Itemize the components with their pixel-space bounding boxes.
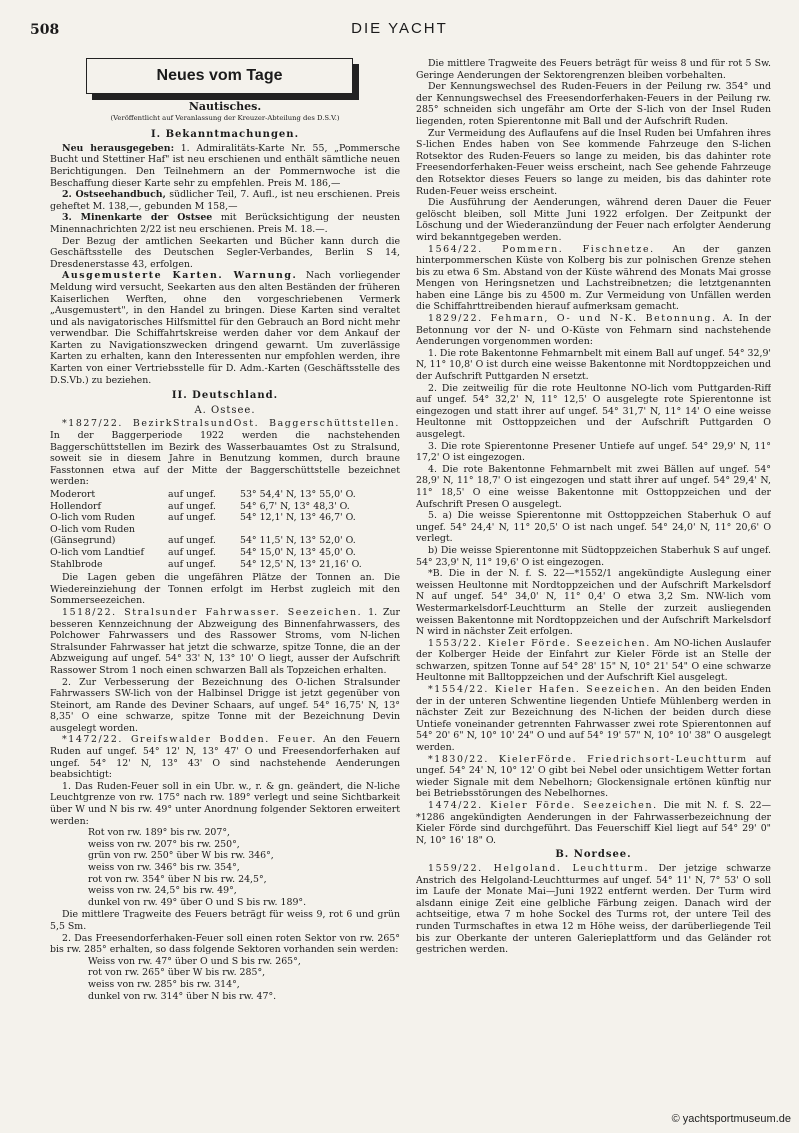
paragraph: Die mittlere Tragweite des Feuers beträgt für weiss 8 und für rot 5 Sw. Geringe Aenderungen der Sektorengrenzen bleiben vorbehalten. xyxy=(416,58,771,81)
sector-item: grün von rw. 250° über W bis rw. 346°, xyxy=(88,850,274,862)
paragraph-text: Nach vorliegender Meldung wird versucht, Seekarten aus den alten Beständen der früheren Kaiserlichen Werften, ohne den vorgeschriebenen Vermerk „Ausgemustert", in den Handel zu bringen. Diese Karten sind veraltet und als navigatorisches Hilfsmittel für den Gebrauch an Bord nicht mehr verwendbar. Die Schiffahrtskreise werden daher vor dem Ankauf der Karten zu Navigationszwecken dringend gewarnt. Um zuverlässige Karten zu erhalten, kann den Interessenten nur empfohlen werden, ihre Karten von einer Vertriebsstelle für D. Adm.-Karten (Geschäftsstelle des D.S.Vb.) zu beziehen. xyxy=(50,270,400,386)
location-name: Moderort xyxy=(50,489,96,500)
left-column xyxy=(50,58,400,1105)
watermark-text: © yachtsportmuseum.de xyxy=(671,1113,791,1125)
sector-item: Rot von rw. 189° bis rw. 207°, xyxy=(88,827,231,839)
sector-item: rot von rw. 354° über N bis rw. 24,5°, xyxy=(88,873,267,885)
paragraph: 1. Die rote Bakentonne Fehmarnbelt mit einem Ball auf ungef. 54° 32,9' N, 11° 10,8' O ist durch eine weisse Bakentonne mit Nordtoppzeichen und der Aufschrift Puttgarden N ersetzt. xyxy=(416,347,771,383)
paragraph: Der Bezug der amtlichen Seekarten und Bücher kann durch die Geschäftsstelle des Deutschen Segler-Verbandes, Berlin S 14, Dresdenerstasse 43, erfolgen. xyxy=(50,235,400,270)
paragraph xyxy=(50,143,400,189)
sector-item: weiss von rw. 285° bis rw. 314°, xyxy=(88,978,240,990)
location-position: 53° 54,4' N, 13° 55,0' O. xyxy=(240,489,356,500)
run-in-heading: Neu herausgegeben: xyxy=(62,142,175,154)
nautisches-heading: Nautisches. xyxy=(188,100,262,113)
paragraph-text: An den beiden Enden der in der unteren Schwentine liegenden Untiefe Mühlenberg werden in nächster Zeit zur Bezeichnung des N-lichen der beiden durch diese Untiefe voneinander getrennten Fahrwasser zwei rote Spierentonnen auf 54° 20' 6" N, 10° 10' 24" O und auf 54° 19' 57" N, 10° 10' 38" O ausgelegt werden. xyxy=(416,684,771,754)
run-in-heading: Ausgemusterte Karten. Warnung. xyxy=(62,270,298,282)
run-in-heading: *1554/22. Kieler Hafen. Seezeichen. xyxy=(428,684,661,696)
location-name: (Gänsegrund) xyxy=(50,535,116,547)
paragraph xyxy=(50,270,400,386)
location-prefix: auf ungef. xyxy=(168,535,216,547)
paragraph: 1. Das Ruden-Feuer soll in ein Ubr. w., r. & gn. geändert, die N-liche Leuchtgrenze von rw. 175° nach rw. 189° verlegt und seine Sichtbarkeit über W und N bis rw. 49° unter Anordnung folgender Sektoren erweitert werden: xyxy=(50,780,400,827)
coordinates-row xyxy=(50,547,400,559)
location-prefix: auf ungef. xyxy=(168,489,216,500)
paragraph-text: Am NO-lichen Auslaufer der Kolberger Heide der Einfahrt zur Kieler Förde ist an Stelle der schwarzen, spitzen Tonne auf 54° 28' 15" N, 10° 21' 54" O eine schwarze Heultonne mit Balltoppzeichen und der Aufschrift Kiel ausgelegt. xyxy=(416,637,771,684)
subsection-heading-b: B. Nordsee. xyxy=(555,849,632,861)
run-in-heading: 1474/22. Kieler Förde. Seezeichen. xyxy=(428,800,658,811)
sector-item: weiss von rw. 207° bis rw. 250°, xyxy=(88,838,240,850)
paragraph: 3. Die rote Spierentonne Presener Untiefe auf ungef. 54° 29,9' N, 11° 17,2' O ist eingezogen. xyxy=(416,440,771,464)
paragraph xyxy=(50,418,400,488)
paragraph: *B. Die in der N. f. S. 22—*1552/1 angekündigte Auslegung einer weissen Heultonne mit Nordtoppzeichen und der Aufschrift Markelsdorf N auf ungef. 54° 34,0' N, 11° 0,4' O etwa 3,2 Sm. NW-lich vom Westermarkelsdorf-Leuchtturm an Stelle der zurzeit ausliegenden weissen Bakentonne mit Nordtoppzeichen und der Aufschrift Markelsdorf N wird in nächster Zeit erfolgen. xyxy=(416,568,771,638)
coordinates-table xyxy=(50,489,400,570)
sector-item: weiss von rw. 24,5° bis rw. 49°, xyxy=(88,885,237,897)
section-heading-2: II. Deutschland. xyxy=(171,390,279,402)
coordinates-row xyxy=(50,489,400,501)
paragraph xyxy=(50,734,400,780)
coordinates-row xyxy=(50,559,400,571)
location-position: 54° 12,5' N, 13° 21,16' O. xyxy=(240,558,362,570)
sector-item: dunkel von rw. 49° über O und S bis rw. 189°. xyxy=(88,896,307,908)
paragraph-text: auf ungef. 54° 24' N, 10° 12' O gibt bei Nebel oder unsichtigem Wetter fortan wieder Signale mit dem Nebelhorn; Glockensignale ertönen künftig nur bei Betriebsstörungen des Nebelhornes. xyxy=(416,753,771,800)
sector-list xyxy=(88,827,400,908)
sector-item: Weiss von rw. 47° über O und S bis rw. 265°, xyxy=(88,955,301,967)
page-number: 508 xyxy=(30,22,60,38)
paragraph xyxy=(416,244,771,314)
paragraph-text: An der ganzen hinterpommerschen Küste von Kolberg bis zur polnischen Grenze stehen bis zu etwa 6 Sm. Abstand von der Küste während des Monats Mai grosse Mengen von Heringsnetzen und Lachstreibnetzen; die letztgenannten haben eine Länge bis zu 4500 m. Zur Vermeidung von Unfällen werden die Schiffahrttreibenden hierauf aufmerksam gemacht. xyxy=(416,243,771,313)
sector-item: weiss von rw. 346° bis rw. 354°, xyxy=(88,862,240,873)
paragraph: Die Ausführung der Aenderungen, während deren Dauer die Feuer gelöscht bleiben, soll Mitte Juni 1922 erfolgen. Der Zeitpunkt der Löschung und der Wiederanzündung der Feuer nach erfolgter Aenderung wird bekanntgegeben werden. xyxy=(416,197,771,243)
sector-list xyxy=(88,956,400,1002)
paragraph xyxy=(416,754,771,800)
run-in-heading: *1472/22. Greifswalder Bodden. Feuer. xyxy=(62,734,317,746)
location-prefix: auf ungef. xyxy=(168,546,216,558)
paragraph: b) Die weisse Spierentonne mit Südtoppzeichen Staberhuk S auf ungef. 54° 23,9' N, 11° 19,6' O ist eingezogen. xyxy=(416,544,771,568)
paragraph-text: In der Baggerperiode 1922 werden die nachstehenden Baggerschüttstellen im Bezirk des Wasserbauamtes Ost zu Stralsund, soweit sie in diesem Jahre in Benutzung kommen, durch braune Fasstonnen etwa auf der Mitte der Baggerschüttstelle bezeichnet werden: xyxy=(50,430,400,488)
paragraph-text: mit Berücksichtigung der neusten Minennachrichten 2/22 ist neu erschienen. Preis M. 18.—. xyxy=(50,212,400,235)
paragraph-text: Die mit N. f. S. 22—*1286 angekündigten Aenderungen in der Fahrwasserbezeichnung der Kieler Förde sind durchgeführt. Das Feuerschiff Kiel liegt auf 54° 29' 0" N, 10° 16' 18" O. xyxy=(416,800,771,846)
section-banner xyxy=(86,58,353,94)
run-in-heading: 1829/22. Fehmarn, O- und N-K. Betonnung. xyxy=(428,313,717,325)
paragraph xyxy=(416,800,771,846)
paragraph-text: südlicher Teil, 7. Aufl., ist neu erschienen. Preis geheftet M. 138,—, gebunden M 158,— xyxy=(50,189,400,212)
location-prefix: auf ungef. xyxy=(168,512,216,524)
coordinates-row xyxy=(50,512,400,524)
paragraph: 2. Das Freesendorferhaken-Feuer soll einen roten Sektor von rw. 265° bis rw. 285° erhalten, so dass folgende Sektoren vorhanden sein werden: xyxy=(50,932,400,956)
paragraph: Der Kennungswechsel des Ruden-Feuers in der Peilung rw. 354° und der Kennungswechsel des Freesendorferhaken-Feuers in der Peilung rw. 285° schneiden sich ungefähr am Orte der S-lich von der Insel Ruden liegenden, roten Spierentonne mit Ball und der Aufschrift Ruden. xyxy=(416,81,771,127)
paragraph-text: Der jetzige schwarze Anstrich des Helgoland-Leuchtturmes auf ungef. 54° 11' N, 7° 53' O soll im Laufe der Monate Mai—Juni 1922 entfernt werden. Der Turm wird alsdann einige Zeit eine gelbliche Färbung zeigen. Danach wird der achtseitige, etwa 7 m hohe Sockel des Turms rot, der untere Teil des runden Turmschaftes in etwa 12 m Höhe weiss, der darüberliegende Teil bis zur Oberkante der unteren Galerieplattform und das Geländer rot gestrichen werden. xyxy=(416,862,771,956)
location-position: 54° 15,0' N, 13° 45,0' O. xyxy=(240,546,356,558)
run-in-heading: 1564/22. Pommern. Fischnetze. xyxy=(428,243,655,255)
paragraph-text: A. In der Betonnung vor der N- und O-Küste von Fehmarn sind nachstehende Aenderungen vorgenommen worden: xyxy=(416,313,771,348)
paragraph-text: 1. Admiralitäts-Karte Nr. 55, „Pommersche Bucht und Stettiner Haf" ist neu erschienen und enthält sämtliche neuen Berichtigungen. Den Teilnehmern an der Pommernwoche ist die Beschaffung dieser Karte sehr zu empfehlen. Preis M. 186,— xyxy=(50,142,400,189)
location-name: Hollendorf xyxy=(50,500,101,512)
paragraph xyxy=(416,313,771,348)
paragraph xyxy=(416,863,771,956)
paragraph: Zur Vermeidung des Auflaufens auf die Insel Ruden bei Umfahren ihres S-lichen Endes haben von See kommende Fahrzeuge den S-lichen Rotsektor des Ruden-Feuers so lange zu meiden, bis das dahinter rote Freesendorferhaken-Feuer weiss erscheint, nach See gehende Fahrzeuge den Rotsektor dieses Feuers so lange zu meiden, bis das dahinter rote Ruden-Feuer weiss erscheint. xyxy=(416,127,771,197)
section-heading-1: I. Bekanntmachungen. xyxy=(150,129,300,141)
paragraph: 2. Die zeitweilig für die rote Heultonne NO-lich vom Puttgarden-Riff auf ungef. 54° 32,2' N, 11° 12,5' O ausgelegte rote Spierentonne ist eingezogen und statt ihrer auf ungef. 54° 31,7' N, 11° 14' O eine weisse Heultonne mit Osttoppzeichen und der Aufschrift Puttgarden O ausgelegt. xyxy=(416,382,771,440)
location-prefix: auf ungef. xyxy=(168,500,216,512)
paragraph: 5. a) Die weisse Spierentonne mit Osttoppzeichen Staberhuk O auf ungef. 54° 24,4' N, 11° 20,5' O ist nach ungef. 54° 24,0' N, 11° 20,6' O verlegt. xyxy=(416,510,771,545)
run-in-heading: 2. Ostseehandbuch, xyxy=(62,189,166,201)
paragraph xyxy=(50,212,400,235)
sector-item: rot von rw. 265° über W bis rw. 285°, xyxy=(88,967,266,979)
run-in-heading: *1830/22. KielerFörde. Friedrichsort-Leuchtturm xyxy=(428,753,748,765)
location-position: 54° 6,7' N, 13° 48,3' O. xyxy=(240,500,350,512)
location-position: 54° 11,5' N, 13° 52,0' O. xyxy=(240,535,356,547)
nautisches-note: (Veröffentlicht auf Veranlassung der Kreuzer-Abteilung des D.S.V.) xyxy=(110,113,340,122)
paragraph xyxy=(50,607,400,677)
paragraph-text: An den Feuern Ruden auf ungef. 54° 12' N, 13° 47' O und Freesendorferhaken auf ungef. 54° 12' N, 13° 43' O sind nachstehende Aenderungen beabsichtigt: xyxy=(50,734,400,781)
paragraph-text: 1. Zur besseren Kennzeichnung der Abzweigung des Binnenfahrwassers, des Polchower Fahrwassers und des Rassower Stroms, vom N-lichen Stralsunder Fahrwasser hat jetzt die schwarze, spitze Tonne, die an der Abzweigung auf ungef. 54° 33' N, 13° 10' O liegt, ausser der Aufschrift Rassower Strom 1 noch einen schwarzen Ball als Topzeichen erhalten. xyxy=(50,606,400,676)
location-name: Stahlbrode xyxy=(50,558,103,570)
location-name: O-lich vom Ruden xyxy=(50,512,135,524)
sector-item: dunkel von rw. 314° über N bis rw. 47°. xyxy=(88,990,277,1002)
location-prefix: auf ungef. xyxy=(168,558,216,570)
location-name: O-lich vom Ruden xyxy=(50,523,135,535)
paragraph: 4. Die rote Bakentonne Fehmarnbelt mit zwei Bällen auf ungef. 54° 28,9' N, 11° 18,7' O ist eingezogen und statt ihrer auf ungef. 54° 29,4' N, 11° 18,5' O eine weisse Bakentonne mit Osttoppzeichen und der Aufschrift Presen O ausgelegt. xyxy=(416,463,771,510)
coordinates-row xyxy=(50,524,400,536)
running-head: DIE YACHT xyxy=(351,20,448,37)
location-name: O-lich vom Landtief xyxy=(50,546,144,558)
paragraph xyxy=(416,684,771,754)
run-in-heading: *1827/22. BezirkStralsundOst. Baggerschüttstellen. xyxy=(62,418,400,430)
banner-title: Neues vom Tage xyxy=(156,67,283,85)
location-position: 54° 12,1' N, 13° 46,7' O. xyxy=(240,512,356,524)
coordinates-row xyxy=(50,535,400,547)
paragraph: Die Lagen geben die ungefähren Plätze der Tonnen an. Die Wiedereinziehung der Tonnen erfolgt im Herbst zugleich mit den Sommerseezeichen. xyxy=(50,572,400,607)
paragraph xyxy=(416,638,771,684)
right-column xyxy=(416,58,771,1105)
run-in-heading: 1518/22. Stralsunder Fahrwasser. Seezeichen. xyxy=(62,606,363,618)
paragraph xyxy=(50,189,400,212)
location-prefix xyxy=(168,524,240,536)
run-in-heading: 3. Minenkarte der Ostsee xyxy=(62,212,213,224)
paragraph: 2. Zur Verbesserung der Bezeichnung des O-lichen Stralsunder Fahrwassers SW-lich von der Halbinsel Drigge ist jetzt gegenüber von Steinort, am Rande des Deviner Schaars, auf ungef. 54° 16,75' N, 13° 8,35' O eine schwarze, spitze Tonne mit der Bezeichnung Devin ausgelegt worden. xyxy=(50,676,400,734)
run-in-heading: 1559/22. Helgoland. Leuchtturm. xyxy=(428,862,650,874)
coordinates-row xyxy=(50,501,400,513)
paragraph: Die mittlere Tragweite des Feuers beträgt für weiss 9, rot 6 und grün 5,5 Sm. xyxy=(50,909,400,932)
run-in-heading: 1553/22. Kieler Förde. Seezeichen. xyxy=(428,637,651,649)
subsection-heading-a: A. Ostsee. xyxy=(194,404,256,416)
